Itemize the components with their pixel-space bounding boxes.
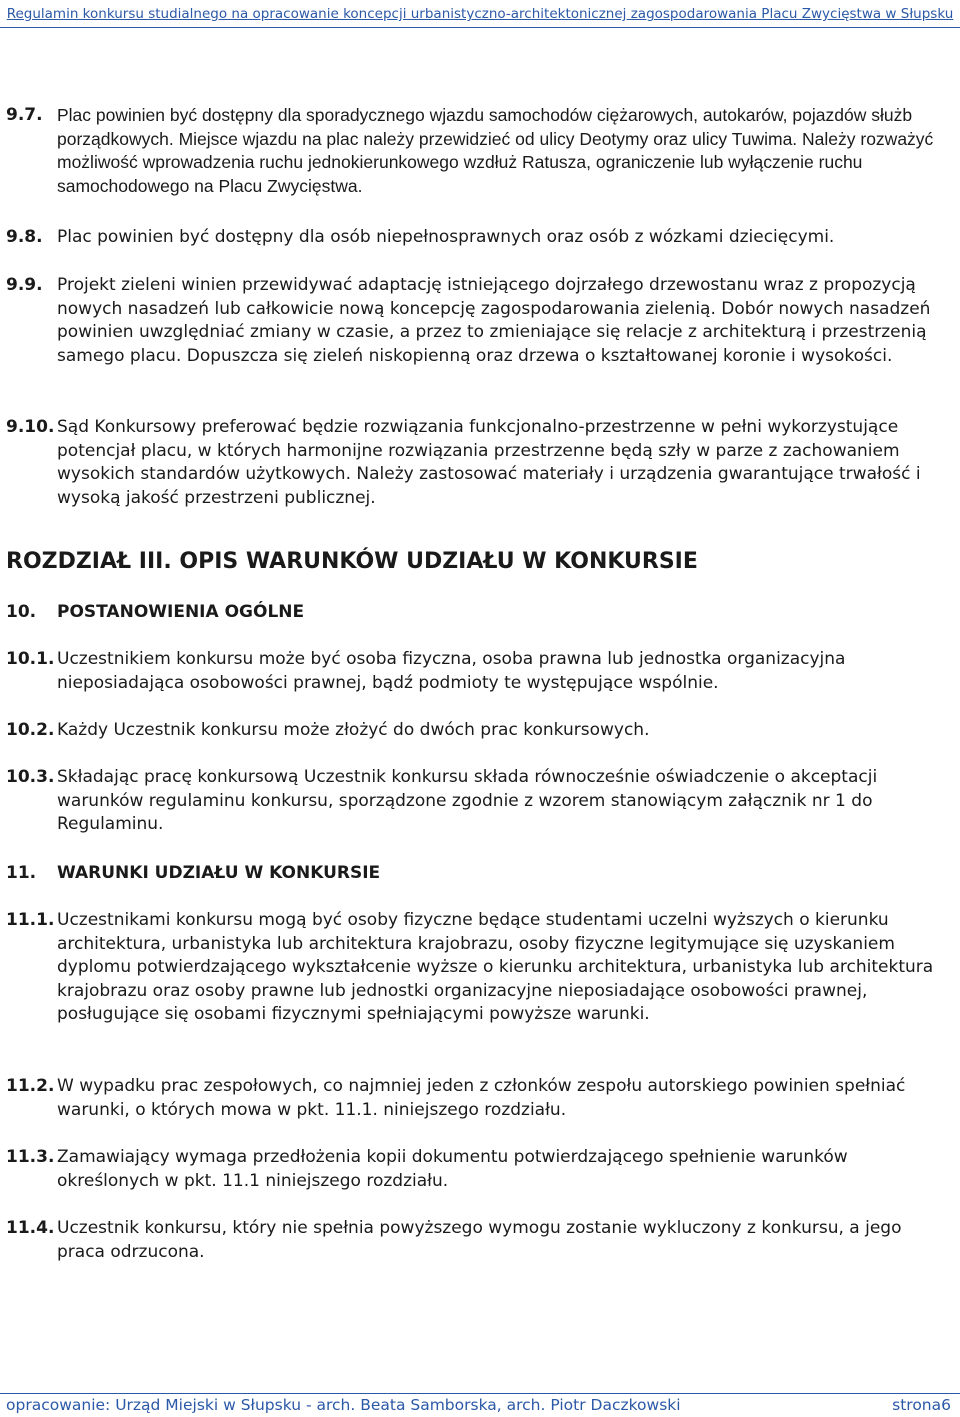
footer-divider — [0, 1393, 960, 1394]
paragraph-text: W wypadku prac zespołowych, co najmniej jeden z członków zespołu autorskiego powinien spełniać warunki, o których mowa w pkt. 11.1. niniejszego rozdziału. — [57, 1076, 906, 1120]
paragraph-number: 11.1. — [6, 910, 55, 930]
paragraph-number: 10.1. — [6, 649, 55, 669]
chapter-heading: ROZDZIAŁ III. OPIS WARUNKÓW UDZIAŁU W KONKURSIE — [6, 549, 698, 574]
paragraph-number: 9.7. — [6, 105, 43, 125]
paragraph-text: Zamawiający wymaga przedłożenia kopii dokumentu potwierdzającego spełnienie warunków określonych w pkt. 11.1 niniejszego rozdziału. — [57, 1147, 848, 1191]
paragraph-number: 10.2. — [6, 720, 55, 740]
paragraph-number: 9.9. — [6, 275, 43, 295]
section-heading-11 — [6, 862, 380, 885]
section-heading-10 — [6, 601, 304, 624]
paragraph-text: Uczestnik konkursu, który nie spełnia powyższego wymogu zostanie wykluczony z konkursu, a jego praca odrzucona. — [57, 1218, 902, 1262]
paragraph-number: 11.3. — [6, 1147, 55, 1167]
paragraph-number: 11.4. — [6, 1218, 55, 1238]
paragraph-text: Plac powinien być dostępny dla sporadycznego wjazdu samochodów ciężarowych, autokarów, pojazdów służb porządkowych. Miejsce wjazdu na plac należy przewidzieć od ulicy Deotymy oraz ulicy Tuwima. Należy rozważyć możliwość wprowadzenia ruchu jednokierunkowego wzdłuż Ratusza, ograniczenie lub wyłączenie ruchu samochodowego na Placu Zwycięstwa. — [57, 105, 934, 196]
paragraph-text: Projekt zieleni winien przewidywać adaptację istniejącego dojrzałego drzewostanu wraz z propozycją nowych nasadzeń lub całkowicie nową koncepcję zagospodarowania zielenią. Dobór nowych nasadzeń powinien uwzględniać zmiany w czasie, a przez to zmieniające się relacje z architekturą i przestrzenią samego placu. Dopuszcza się zieleń niskopienną oraz drzewa o kształtowanej koronie i wysokości. — [57, 275, 931, 366]
section-title: WARUNKI UDZIAŁU W KONKURSIE — [57, 863, 381, 883]
paragraph-number: 9.8. — [6, 227, 43, 247]
running-header: Regulamin konkursu studialnego na opracowanie koncepcji urbanistyczno-architektonicznej zagospodarowania Placu Zwycięstwa w Słupsku — [6, 6, 954, 22]
paragraph-number: 11.2. — [6, 1076, 55, 1096]
paragraph-text: Uczestnikami konkursu mogą być osoby fizyczne będące studentami uczelni wyższych o kierunku architektura, urbanistyka lub architektura krajobrazu, osoby fizyczne legitymujące się uzyskaniem dyplomu potwierdzającego wykształcenie wyższe o kierunku architektura, urbanistyka lub architektura krajobrazu oraz osoby prawne lub jednostki organizacyjne nieposiadające osobowości prawnej, posługujące się osobami fizycznymi spełniającymi powyższe warunki. — [57, 910, 934, 1024]
paragraph-text: Każdy Uczestnik konkursu może złożyć do dwóch prac konkursowych. — [57, 720, 650, 740]
header-divider — [0, 27, 960, 28]
paragraph-text: Uczestnikiem konkursu może być osoba fizyczna, osoba prawna lub jednostka organizacyjna nieposiadająca osobowości prawnej, bądź podmioty te występujące wspólnie. — [57, 649, 846, 693]
section-number: 10. — [6, 602, 37, 622]
section-number: 11. — [6, 863, 37, 883]
paragraph-text: Składając pracę konkursową Uczestnik konkursu składa równocześnie oświadczenie o akceptacji warunków regulaminu konkursu, sporządzone zgodnie z wzorem stanowiącym załącznik nr 1 do Regulaminu. — [57, 767, 878, 834]
paragraph-text: Sąd Konkursowy preferować będzie rozwiązania funkcjonalno-przestrzenne w pełni wykorzystujące potencjał placu, w których harmonijne rozwiązania przestrzenne będą szły w parze z zachowaniem wysokich standardów użytkowych. Należy zastosować materiały i urządzenia gwarantujące trwałość i wysoką jakość przestrzeni publicznej. — [57, 417, 921, 508]
footer-credits: opracowanie: Urząd Miejski w Słupsku - arch. Beata Samborska, arch. Piotr Daczkowski — [6, 1396, 681, 1414]
page-number: strona6 — [892, 1396, 951, 1414]
paragraph-number: 9.10. — [6, 417, 55, 437]
paragraph-text: Plac powinien być dostępny dla osób niepełnosprawnych oraz osób z wózkami dziecięcymi. — [57, 227, 835, 247]
section-title: POSTANOWIENIA OGÓLNE — [57, 602, 305, 622]
paragraph-number: 10.3. — [6, 767, 55, 787]
